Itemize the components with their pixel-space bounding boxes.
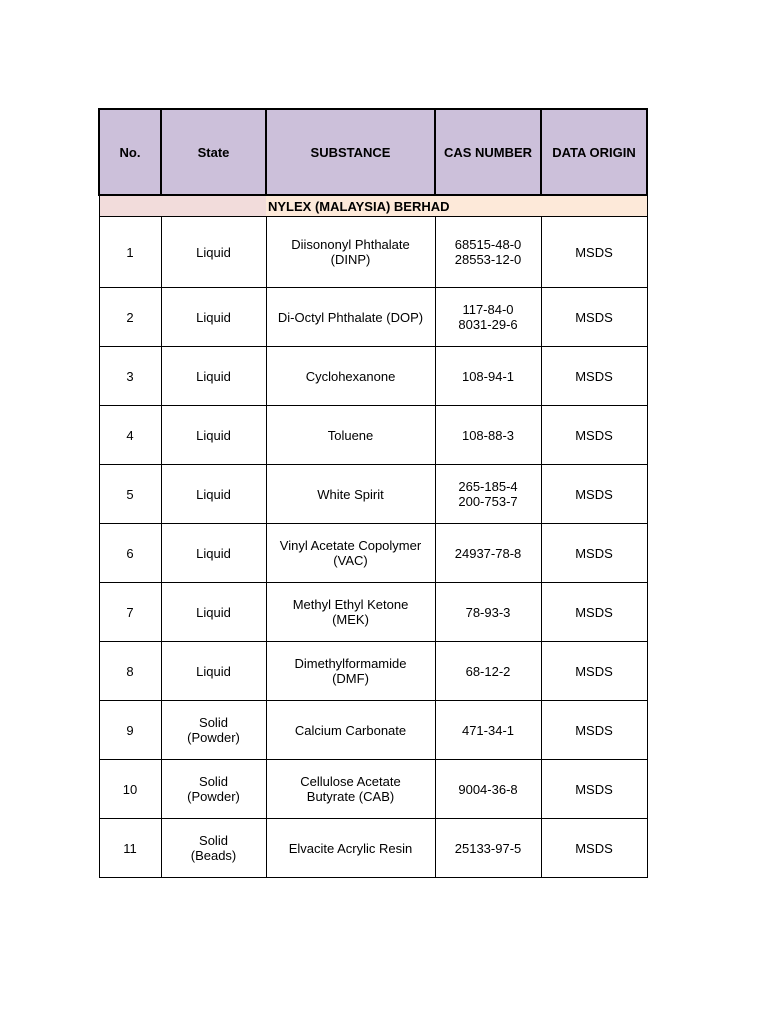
- cell-no: 10: [99, 760, 161, 819]
- cell-data-origin: MSDS: [541, 701, 647, 760]
- cell-cas-number: 471-34-1: [435, 701, 541, 760]
- table-row: [99, 288, 647, 347]
- company-row: [99, 195, 647, 217]
- cell-data-origin: MSDS: [541, 642, 647, 701]
- cell-no: 2: [99, 288, 161, 347]
- cell-cas-number: 108-94-1: [435, 347, 541, 406]
- cell-state: Liquid: [161, 406, 266, 465]
- table-row: [99, 406, 647, 465]
- cell-substance: Dimethylformamide (DMF): [266, 642, 435, 701]
- cell-state: Liquid: [161, 217, 266, 288]
- cell-substance: Elvacite Acrylic Resin: [266, 819, 435, 878]
- cell-substance: Di-Octyl Phthalate (DOP): [266, 288, 435, 347]
- cell-cas-number: 68-12-2: [435, 642, 541, 701]
- cell-data-origin: MSDS: [541, 288, 647, 347]
- cell-cas-number: 25133-97-5: [435, 819, 541, 878]
- table-row: [99, 347, 647, 406]
- cell-cas-number: 78-93-3: [435, 583, 541, 642]
- cell-substance: Cyclohexanone: [266, 347, 435, 406]
- cell-data-origin: MSDS: [541, 760, 647, 819]
- cell-data-origin: MSDS: [541, 524, 647, 583]
- cell-substance: Calcium Carbonate: [266, 701, 435, 760]
- cell-substance: Diisononyl Phthalate (DINP): [266, 217, 435, 288]
- cell-state: Liquid: [161, 465, 266, 524]
- table-row: [99, 583, 647, 642]
- cell-data-origin: MSDS: [541, 583, 647, 642]
- table-row: [99, 701, 647, 760]
- table-row: [99, 465, 647, 524]
- table-row: [99, 642, 647, 701]
- company-name: NYLEX (MALAYSIA) BERHAD: [266, 195, 647, 217]
- cell-cas-number: 117-84-0 8031-29-6: [435, 288, 541, 347]
- company-row-blank: [99, 195, 266, 217]
- cell-substance: White Spirit: [266, 465, 435, 524]
- cell-no: 11: [99, 819, 161, 878]
- cell-state: Liquid: [161, 583, 266, 642]
- cell-no: 1: [99, 217, 161, 288]
- cell-data-origin: MSDS: [541, 347, 647, 406]
- cell-no: 9: [99, 701, 161, 760]
- cell-substance: Cellulose Acetate Butyrate (CAB): [266, 760, 435, 819]
- cell-cas-number: 24937-78-8: [435, 524, 541, 583]
- cell-substance: Toluene: [266, 406, 435, 465]
- cell-state: Solid (Powder): [161, 701, 266, 760]
- cell-state: Liquid: [161, 347, 266, 406]
- cell-no: 3: [99, 347, 161, 406]
- table-row: [99, 760, 647, 819]
- header-row: [99, 109, 647, 195]
- cell-data-origin: MSDS: [541, 406, 647, 465]
- cell-substance: Methyl Ethyl Ketone (MEK): [266, 583, 435, 642]
- substance-table: [98, 108, 648, 878]
- table-row: [99, 819, 647, 878]
- cell-state: Liquid: [161, 288, 266, 347]
- table-row: [99, 217, 647, 288]
- cell-no: 6: [99, 524, 161, 583]
- cell-data-origin: MSDS: [541, 819, 647, 878]
- cell-data-origin: MSDS: [541, 465, 647, 524]
- table-body: [99, 195, 647, 878]
- cell-cas-number: 108-88-3: [435, 406, 541, 465]
- cell-state: Solid (Beads): [161, 819, 266, 878]
- cell-no: 5: [99, 465, 161, 524]
- cell-state: Liquid: [161, 642, 266, 701]
- cell-no: 4: [99, 406, 161, 465]
- header-no: No.: [99, 109, 161, 195]
- cell-cas-number: 68515-48-0 28553-12-0: [435, 217, 541, 288]
- cell-state: Liquid: [161, 524, 266, 583]
- cell-no: 8: [99, 642, 161, 701]
- cell-state: Solid (Powder): [161, 760, 266, 819]
- cell-cas-number: 9004-36-8: [435, 760, 541, 819]
- header-substance: SUBSTANCE: [266, 109, 435, 195]
- header-data-origin: DATA ORIGIN: [541, 109, 647, 195]
- cell-cas-number: 265-185-4 200-753-7: [435, 465, 541, 524]
- cell-no: 7: [99, 583, 161, 642]
- table-row: [99, 524, 647, 583]
- cell-substance: Vinyl Acetate Copolymer (VAC): [266, 524, 435, 583]
- header-state: State: [161, 109, 266, 195]
- header-cas-number: CAS NUMBER: [435, 109, 541, 195]
- cell-data-origin: MSDS: [541, 217, 647, 288]
